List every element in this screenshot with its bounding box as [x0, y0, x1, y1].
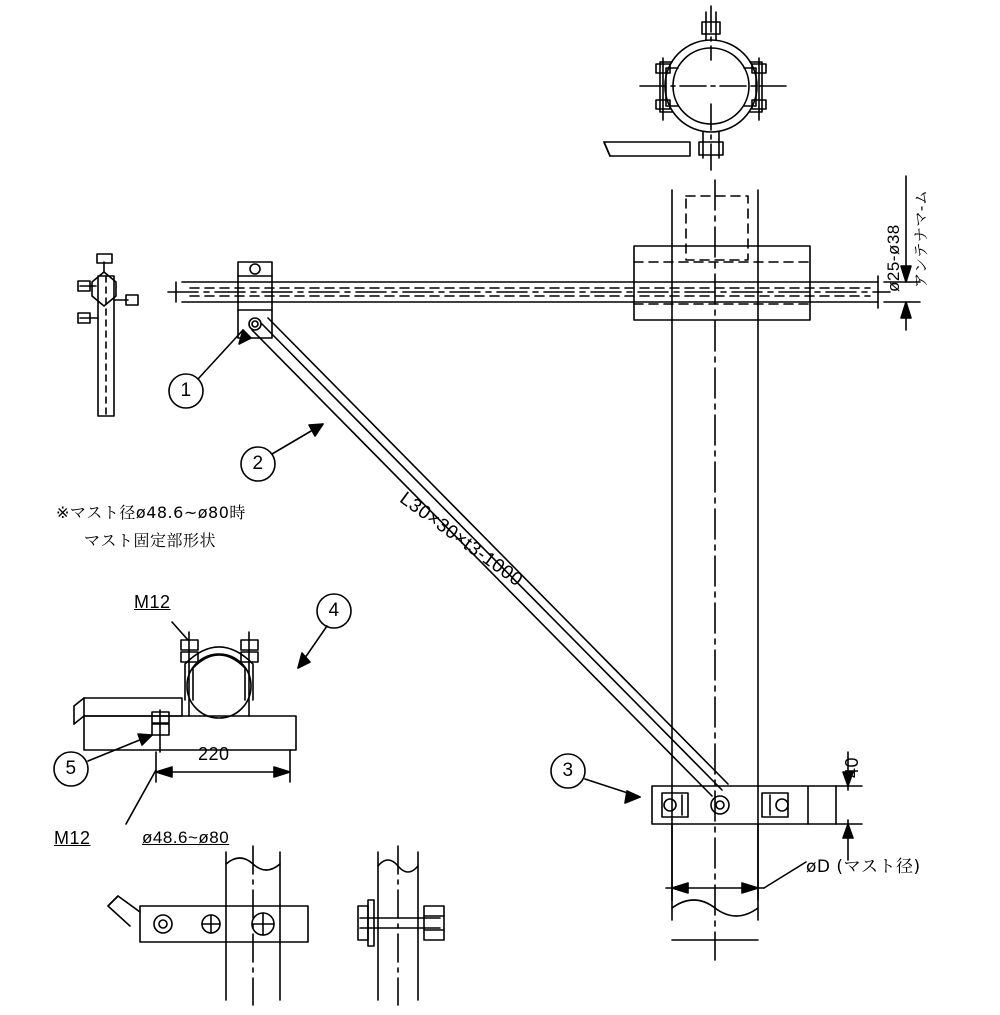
mast-note-line-1: ※マスト径ø48.6~ø80時 [56, 503, 246, 522]
mast-diameter-label: øD (マスト径) [806, 857, 921, 877]
balloon-1-label: 1 [180, 380, 192, 401]
balloon-4-label: 4 [328, 600, 340, 621]
balloon-5-label: 5 [65, 758, 77, 779]
boom-bracket-item1 [238, 262, 272, 338]
mast-bracket-item3 [652, 786, 836, 824]
balloon-3-label: 3 [562, 760, 574, 781]
antenna-mast-text-label: アンテナマ-ム [912, 189, 930, 288]
bottom-middle-side-view [358, 846, 444, 1005]
balloon-leaders [54, 330, 640, 803]
dimension-220-label: 220 [198, 744, 230, 764]
bolt-spec-lower-label: M12 [54, 828, 91, 848]
horizontal-boom [168, 276, 890, 308]
balloon-2-label: 2 [252, 453, 264, 474]
bottom-left-section-view [108, 846, 308, 1005]
bolt-spec-upper-label: M12 [134, 592, 171, 612]
mast-note-line-2: マスト固定部形状 [84, 531, 217, 550]
main-mast [672, 180, 758, 960]
top-mast-clamp-detail [604, 6, 790, 170]
left-side-detail [78, 254, 138, 416]
dimension-40-label: 40 [842, 756, 862, 778]
clamp-range-label: ø48.6~ø80 [142, 828, 230, 847]
antenna-mast-range-label: ø25-ø38 [884, 224, 903, 292]
mast-fixing-detail [74, 622, 296, 824]
brace-spec-label: L30×30×t3-1000 [395, 488, 527, 592]
dimension-mast-diameter [666, 824, 806, 900]
